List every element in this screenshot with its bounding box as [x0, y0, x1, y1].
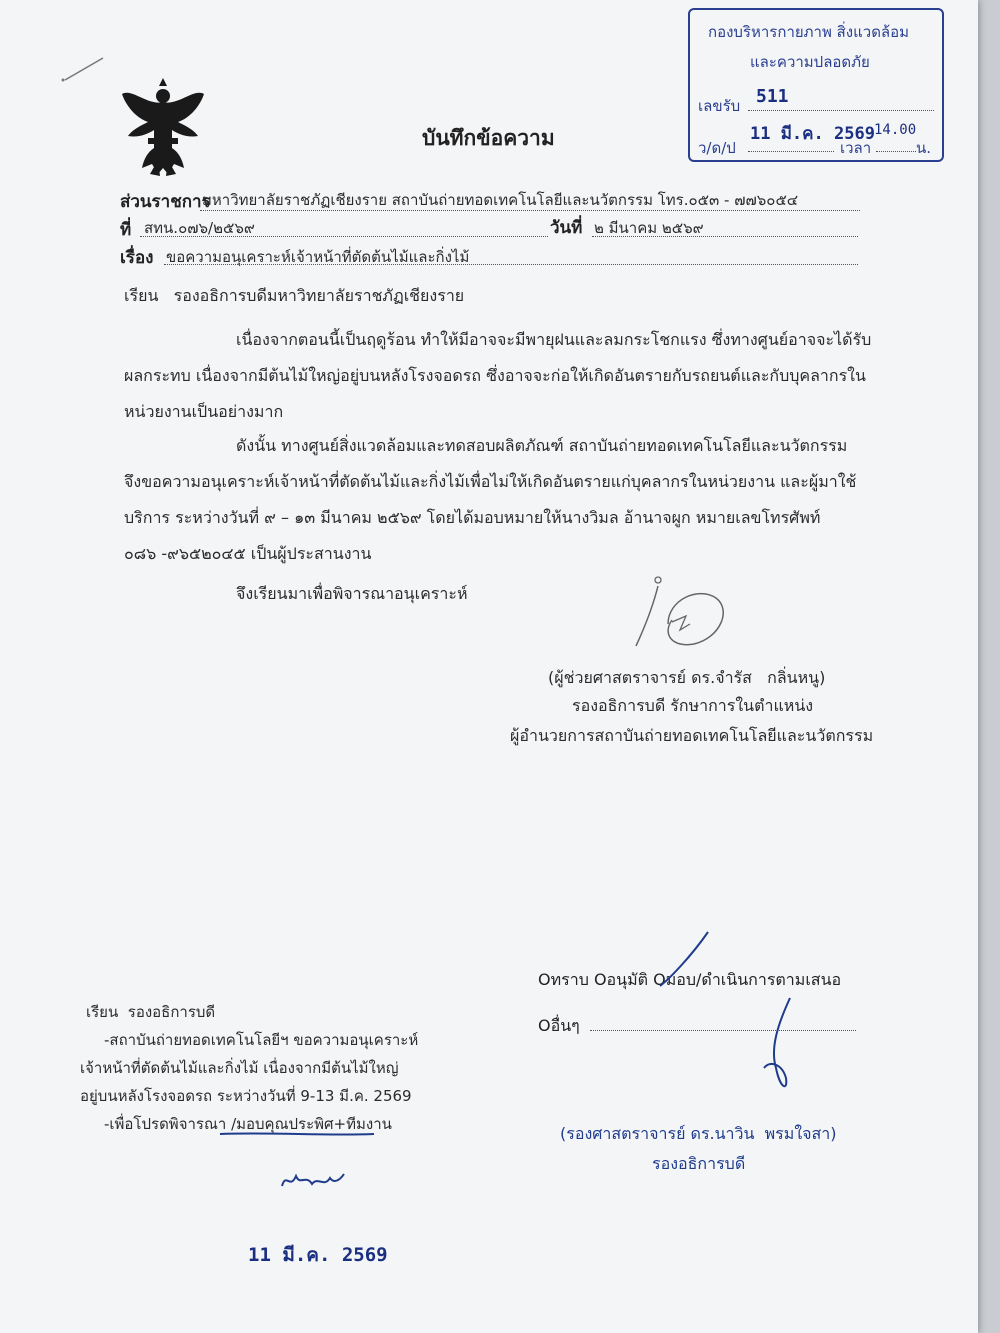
- paragraph-1: [124, 322, 871, 430]
- initials-signature: [278, 1166, 348, 1196]
- signer-position-1: รองอธิการบดี รักษาการในตำแหน่ง: [572, 696, 814, 715]
- subject-value: ขอความอนุเคราะห์เจ้าหน้าที่ตัดต้นไม้และกิ่งไม้: [166, 248, 470, 266]
- date-label: วันที่: [550, 218, 583, 238]
- memo-title: บันทึกข้อความ: [422, 126, 555, 150]
- para2-line3: บริการ ระหว่างวันที่ ๙ – ๑๓ มีนาคม ๒๕๖๙ โดยได้มอบหมายให้นางวิมล อ้านาจผูก หมายเลขโทรศัพท์: [124, 508, 821, 527]
- garuda-emblem-icon: [118, 78, 208, 178]
- date-value: ๒ มีนาคม ๒๕๖๙: [594, 219, 704, 237]
- para2-line1: ดังนั้น ทางศูนย์สิ่งแวดล้อมและทดสอบผลิตภัณฑ์ สถาบันถ่ายทอดเทคโนโลยีและนวัตกรรม: [236, 436, 848, 455]
- ref-value: สทน.๐๗๖/๒๕๖๙: [144, 219, 255, 237]
- note-line-4: อยู่บนหลังโรงจอดรถ ระหว่างวันที่ 9-13 มี.ค. 2569: [80, 1087, 412, 1105]
- para2-line2: จึงขอความอนุเคราะห์เจ้าหน้าที่ตัดต้นไม้และกิ่งไม้เพื่อไม่ให้เกิดอันตรายแก่บุคลากรในหน่วยงาน และผู้มาใช้: [124, 472, 857, 491]
- signature-2: [650, 928, 800, 1108]
- ref-label: ที่: [120, 220, 132, 240]
- agency-value: มหาวิทยาลัยราชภัฏเชียงราย สถาบันถ่ายทอดเทคโนโลยีและนวัตกรรม โทร.๐๕๓ - ๗๗๖๐๕๔: [202, 191, 799, 209]
- stamp-line2: และความปลอดภัย: [750, 53, 870, 71]
- stamp-date-label: ว/ด/ป: [698, 139, 736, 157]
- agency-label: ส่วนราชการ: [120, 192, 211, 212]
- stamp-line1: กองบริหารกายภาพ สิ่งแวดล้อม: [708, 23, 910, 41]
- paragraph-2: [124, 428, 856, 572]
- stamp-receipt-number: 511: [756, 86, 789, 107]
- stamp-date-value: 11 มี.ค. 2569: [750, 124, 875, 144]
- receipt-stamp: [688, 8, 944, 162]
- para1-line3: หน่วยงานเป็นอย่างมาก: [124, 402, 284, 421]
- decision-other: Oอื่นๆ: [538, 1016, 580, 1035]
- decision-position: รองอธิการบดี: [652, 1154, 746, 1173]
- decision-options: Oทราบ Oอนุมัติ Oมอบ/ดำเนินการตามเสนอ: [538, 970, 842, 989]
- pencil-mark: [55, 52, 115, 87]
- note-line-2: -สถาบันถ่ายทอดเทคโนโลยีฯ ขอความอนุเคราะห์: [104, 1031, 419, 1049]
- subject-label: เรื่อง: [120, 248, 154, 268]
- decision-name: (รองศาสตราจารย์ ดร.นาวิน พรมใจสา): [560, 1124, 837, 1143]
- para1-line2: ผลกระทบ เนื่องจากมีต้นไม้ใหญ่อยู่บนหลังโรงจอดรถ ซึ่งอาจจะก่อให้เกิดอันตรายกับรถยนต์และกับบุคลากรใน: [124, 366, 866, 385]
- signer-name: (ผู้ช่วยศาสตราจารย์ ดร.จำรัส กลิ่นหนู): [548, 668, 826, 687]
- note-line-1: เรียน รองอธิการบดี: [86, 1003, 216, 1021]
- stamp-time-suffix: น.: [916, 139, 932, 157]
- para1-line1: เนื่องจากตอนนี้เป็นฤดูร้อน ทำให้มีอาจจะมีพายุฝนและลมกระโชกแรง ซึ่งทางศูนย์อาจจะได้รับ: [236, 330, 872, 349]
- note-line-3: เจ้าหน้าที่ตัดต้นไม้และกิ่งไม้ เนื่องจากมีต้นไม้ใหญ่: [80, 1059, 399, 1077]
- signer-position-2: ผู้อำนวยการสถาบันถ่ายทอดเทคโนโลยีและนวัตกรรม: [510, 726, 874, 745]
- signature-1: [628, 572, 738, 656]
- para2-line4: ๐๘๖ -๙๖๕๒๐๔๕ เป็นผู้ประสานงาน: [124, 544, 372, 563]
- salutation: เรียน รองอธิการบดีมหาวิทยาลัยราชภัฏเชียงราย: [124, 286, 465, 305]
- closing-line: จึงเรียนมาเพื่อพิจารณาอนุเคราะห์: [236, 584, 468, 603]
- note-date-stamp: 11 มี.ค. 2569: [248, 1244, 388, 1266]
- note-line-5: -เพื่อโปรดพิจารณา /มอบคุณประพิศ+ทีมงาน: [104, 1115, 392, 1133]
- stamp-receipt-label: เลขรับ: [698, 97, 741, 115]
- note-underline: [218, 1130, 378, 1142]
- stamp-time-value: 14.00: [874, 122, 917, 138]
- stamp-time-label: เวลา: [840, 139, 872, 157]
